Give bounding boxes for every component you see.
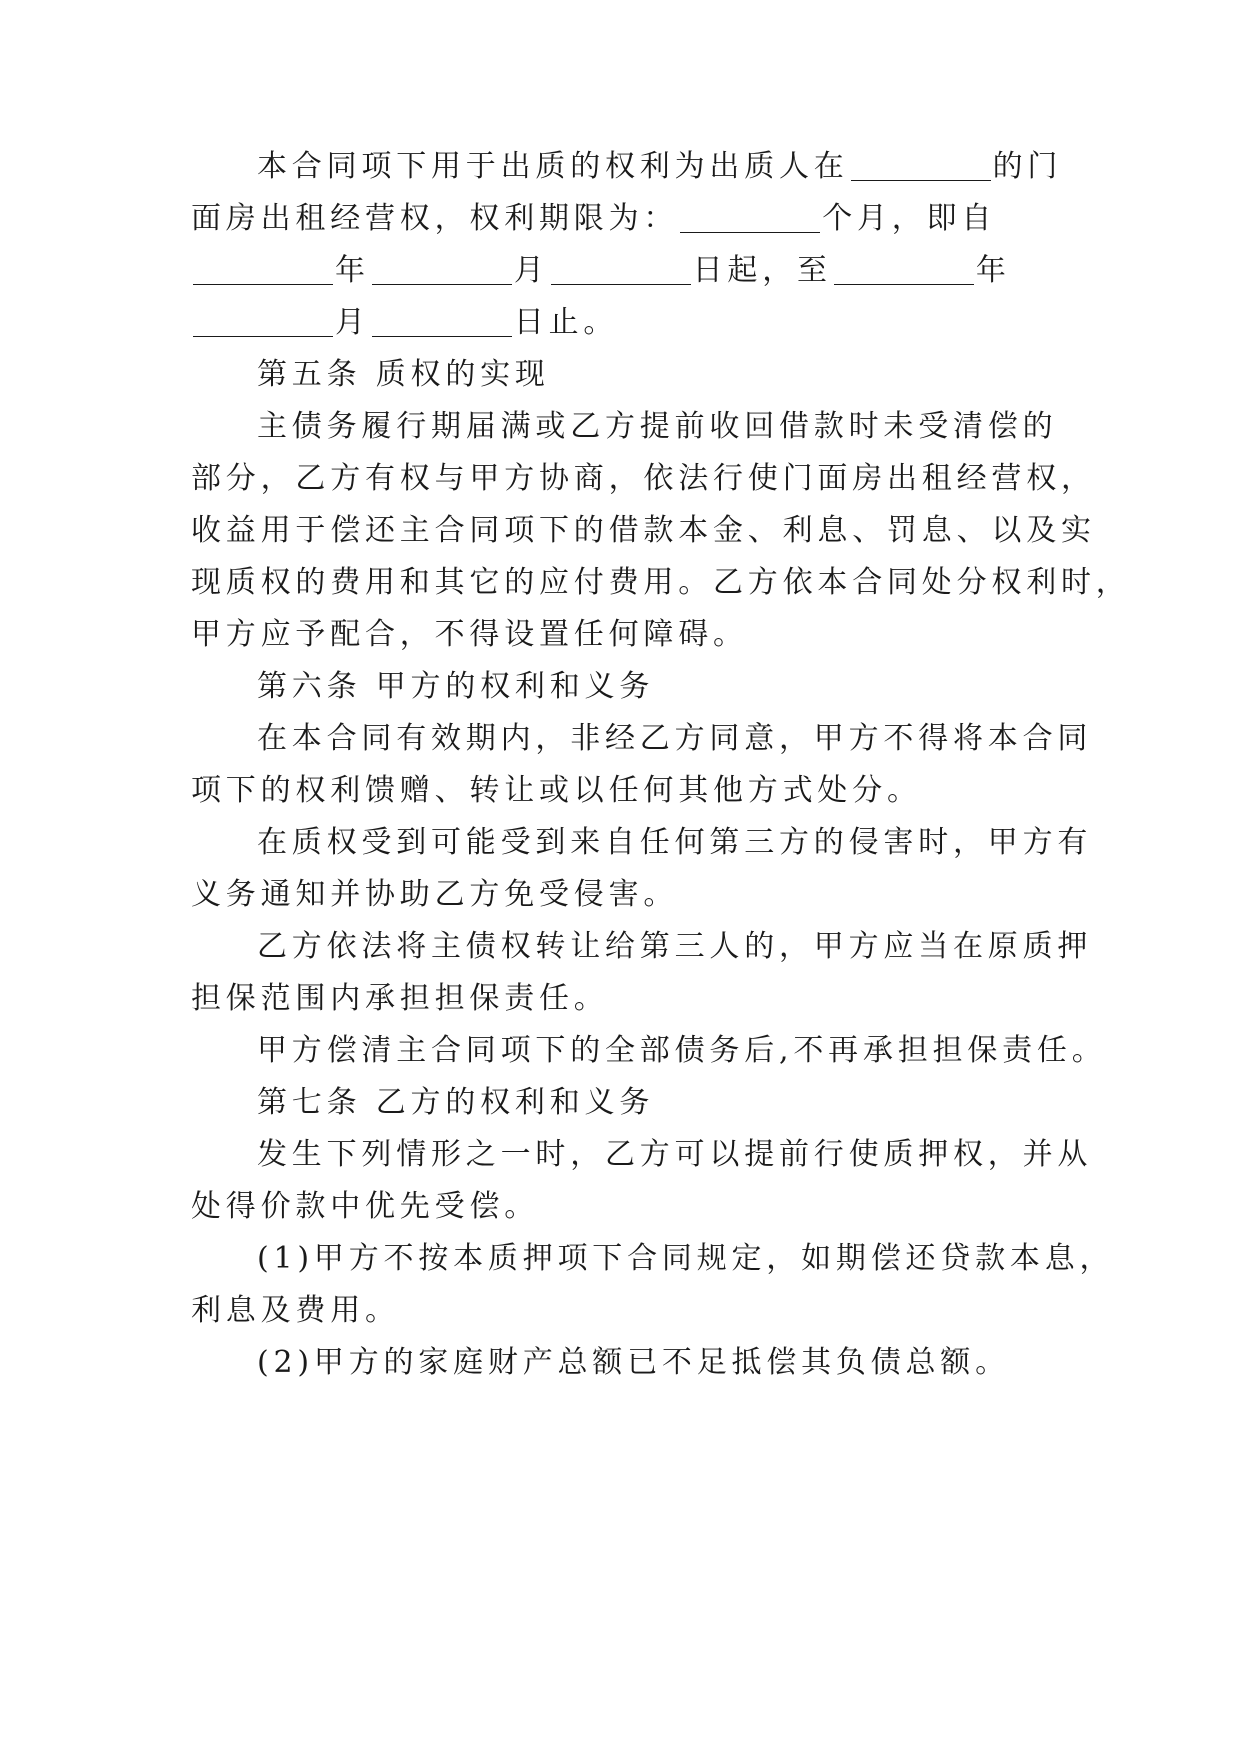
section-heading: 第六条 甲方的权利和义务 [257,669,655,704]
list-item-line: (2)甲方的家庭财产总额已不足抵偿其负债总额。 [257,1345,1010,1380]
line-text: 本合同项下用于出质的权利为出质人在 [257,149,849,184]
fill-in-blank [851,179,991,181]
line-text: 年 [335,253,370,288]
paragraph-line: 发生下列情形之一时，乙方可以提前行使质押权，并从 [257,1137,1093,1172]
paragraph-line: 收益用于偿还主合同项下的借款本金、利息、罚息、以及实 [191,513,1096,548]
paragraph-line: 义务通知并协助乙方免受侵害。 [191,877,679,912]
paragraph-line: 现质权的费用和其它的应付费用。乙方依本合同处分权利时， [191,565,1131,600]
paragraph-line: 主债务履行期届满或乙方提前收回借款时未受清偿的 [257,409,1058,444]
line-text: 个月，即自 [822,201,997,236]
line-text: 日起，至 [692,253,832,288]
paragraph-line: 在本合同有效期内，非经乙方同意，甲方不得将本合同 [257,721,1093,756]
paragraph-line: 项下的权利馈赠、转让或以任何其他方式处分。 [191,773,922,808]
fill-in-blank [372,335,512,337]
fill-in-blank [193,283,333,285]
paragraph-line: 甲方偿清主合同项下的全部债务后,不再承担担保责任。 [257,1033,1107,1068]
paragraph-line: 处得价款中优先受偿。 [191,1189,539,1224]
fill-in-blank [193,335,333,337]
list-item-line: 利息及费用。 [191,1293,400,1328]
line-text: 月 [513,253,549,288]
line-text: 月 [335,305,370,340]
paragraph-line [191,190,1051,248]
paragraph-line [191,294,1051,352]
line-text: 的门 [992,149,1063,184]
line-text: 面房出租经营权，权利期限为： [191,201,679,236]
paragraph-line [257,138,1063,196]
paragraph-line: 担保范围内承担担保责任。 [191,981,609,1016]
fill-in-blank [551,283,691,285]
section-heading: 第五条 质权的实现 [257,357,550,392]
paragraph-line: 甲方应予配合，不得设置任何障碍。 [191,617,748,652]
paragraph-line [191,242,1051,300]
paragraph-line: 部分，乙方有权与甲方协商，依法行使门面房出租经营权， [191,461,1096,496]
paragraph-line: 乙方依法将主债权转让给第三人的，甲方应当在原质押 [257,929,1093,964]
fill-in-blank [680,231,820,233]
fill-in-blank [834,283,974,285]
line-text: 年 [975,253,1011,288]
list-item-line: (1)甲方不按本质押项下合同规定，如期偿还贷款本息， [257,1241,1115,1276]
line-text: 日止。 [513,305,619,340]
paragraph-line: 在质权受到可能受到来自任何第三方的侵害时，甲方有 [257,825,1093,860]
fill-in-blank [372,283,512,285]
section-heading: 第七条 乙方的权利和义务 [257,1085,655,1120]
